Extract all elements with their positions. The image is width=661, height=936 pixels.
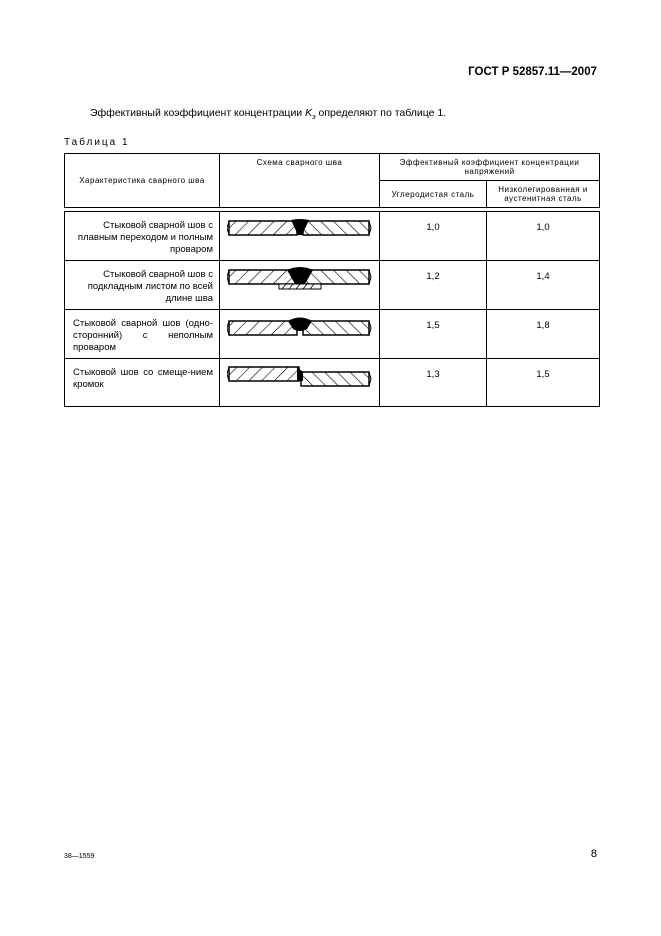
carbon-steel-value: 1,3 — [380, 359, 487, 407]
row-description: Стыковой шов со смеще-нием кромок — [65, 359, 220, 407]
table-row — [65, 212, 600, 261]
document-code: ГОСТ Р 52857.11—2007 — [468, 66, 597, 78]
header-carbon-steel: Углеродистая сталь — [380, 181, 487, 208]
row-description: Стыковой сварной шов (одно-сторонний) с неполным проваром — [65, 310, 220, 359]
alloy-steel-value: 1,8 — [487, 310, 600, 359]
weld-scheme-offset-edges — [220, 359, 380, 407]
alloy-steel-value: 1,0 — [487, 212, 600, 261]
weld-scheme-partial-penetration — [220, 310, 380, 359]
table-row — [65, 310, 600, 359]
row-description: Стыковой сварной шов с подкладным листом по всей длине шва — [65, 261, 220, 310]
header-characteristic: Характеристика сварного шва — [65, 154, 220, 208]
carbon-steel-value: 1,5 — [380, 310, 487, 359]
weld-scheme-backing-strip — [220, 261, 380, 310]
table-row — [65, 359, 600, 407]
table-caption: Таблица 1 — [64, 137, 130, 148]
weld-scheme-full-penetration — [220, 212, 380, 261]
coefficient-symbol: K — [305, 107, 313, 119]
alloy-steel-value: 1,5 — [487, 359, 600, 407]
header-alloy-steel: Низколегированная и аустенитная сталь — [487, 181, 600, 208]
weld-coefficient-table — [64, 153, 600, 407]
intro-paragraph: Эффективный коэффициент концентрации $K_э$ определяют по таблице 1. — [90, 107, 447, 122]
table-row — [65, 261, 600, 310]
alloy-steel-value: 1,4 — [487, 261, 600, 310]
carbon-steel-value: 1,2 — [380, 261, 487, 310]
header-effective-coefficient: Эффективный коэффициент концентрации напряжений — [380, 154, 600, 181]
footer-code: 38—1559 — [64, 853, 95, 860]
row-description: Стыковой сварной шов с плавным переходом и полным проваром — [65, 212, 220, 261]
carbon-steel-value: 1,0 — [380, 212, 487, 261]
header-schema: Схема сварного шва — [220, 154, 380, 208]
page-number: 8 — [590, 848, 597, 860]
